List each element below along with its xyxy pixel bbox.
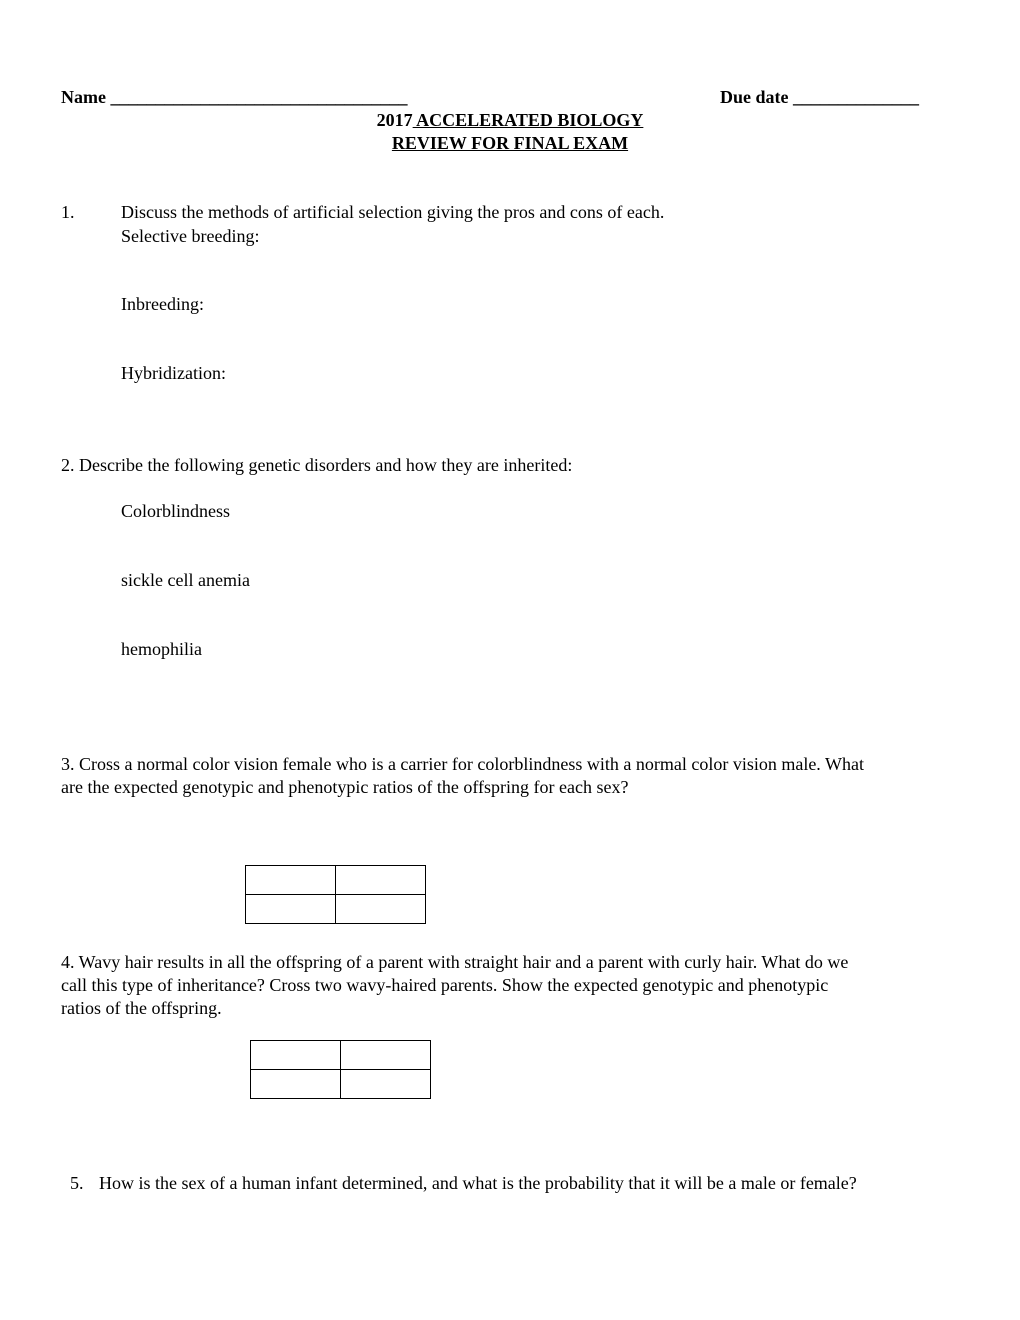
q1-item-hybridization: Hybridization: bbox=[121, 363, 226, 383]
q1-item-selective-breeding: Selective breeding: bbox=[121, 226, 260, 246]
q2-item-hemophilia: hemophilia bbox=[121, 639, 202, 659]
q4-punnett-square bbox=[250, 1040, 431, 1099]
punnett-cell[interactable] bbox=[251, 1070, 341, 1099]
q3-line-2: are the expected genotypic and phenotypic ratios of the offspring for each sex? bbox=[61, 777, 629, 797]
q5-number: 5. bbox=[70, 1173, 84, 1193]
punnett-cell[interactable] bbox=[336, 866, 426, 895]
punnett-cell[interactable] bbox=[251, 1041, 341, 1070]
q4-line-1: 4. Wavy hair results in all the offspring of a parent with straight hair and a parent with curly hair. What do we bbox=[61, 952, 849, 972]
q2-item-colorblindness: Colorblindness bbox=[121, 501, 231, 521]
q3-punnett-square bbox=[245, 865, 426, 924]
q4-line-3: ratios of the offspring. bbox=[61, 998, 222, 1018]
punnett-cell[interactable] bbox=[341, 1041, 431, 1070]
title-main: ACCELERATED BIOLOGY bbox=[412, 110, 644, 130]
punnett-cell[interactable] bbox=[246, 895, 336, 924]
punnett-cell[interactable] bbox=[336, 895, 426, 924]
q4-line-2: call this type of inheritance? Cross two wavy-haired parents. Show the expected genotypic and phenotypic bbox=[61, 975, 829, 995]
due-date-label: Due date bbox=[720, 87, 789, 107]
q3-line-1: 3. Cross a normal color vision female who is a carrier for colorblindness with a normal color vision male. What bbox=[61, 754, 864, 774]
q1-prompt: Discuss the methods of artificial selection giving the pros and cons of each. bbox=[121, 202, 665, 222]
page-subtitle: REVIEW FOR FINAL EXAM bbox=[391, 133, 629, 153]
name-blank[interactable]: _________________________________ bbox=[110, 87, 408, 107]
title-year: 2017 bbox=[376, 110, 413, 130]
q2-prompt: 2. Describe the following genetic disorders and how they are inherited: bbox=[61, 455, 573, 475]
punnett-cell[interactable] bbox=[341, 1070, 431, 1099]
q5-prompt: How is the sex of a human infant determined, and what is the probability that it will be a male or female? bbox=[99, 1173, 857, 1193]
name-field[interactable] bbox=[61, 86, 407, 108]
q1-number: 1. bbox=[61, 202, 75, 222]
due-date-field[interactable] bbox=[720, 86, 919, 108]
q2-item-sickle-cell: sickle cell anemia bbox=[121, 570, 250, 590]
page-title bbox=[0, 109, 1020, 131]
name-label: Name bbox=[61, 87, 106, 107]
due-date-blank[interactable]: ______________ bbox=[793, 87, 919, 107]
q1-item-inbreeding: Inbreeding: bbox=[121, 294, 204, 314]
punnett-cell[interactable] bbox=[246, 866, 336, 895]
